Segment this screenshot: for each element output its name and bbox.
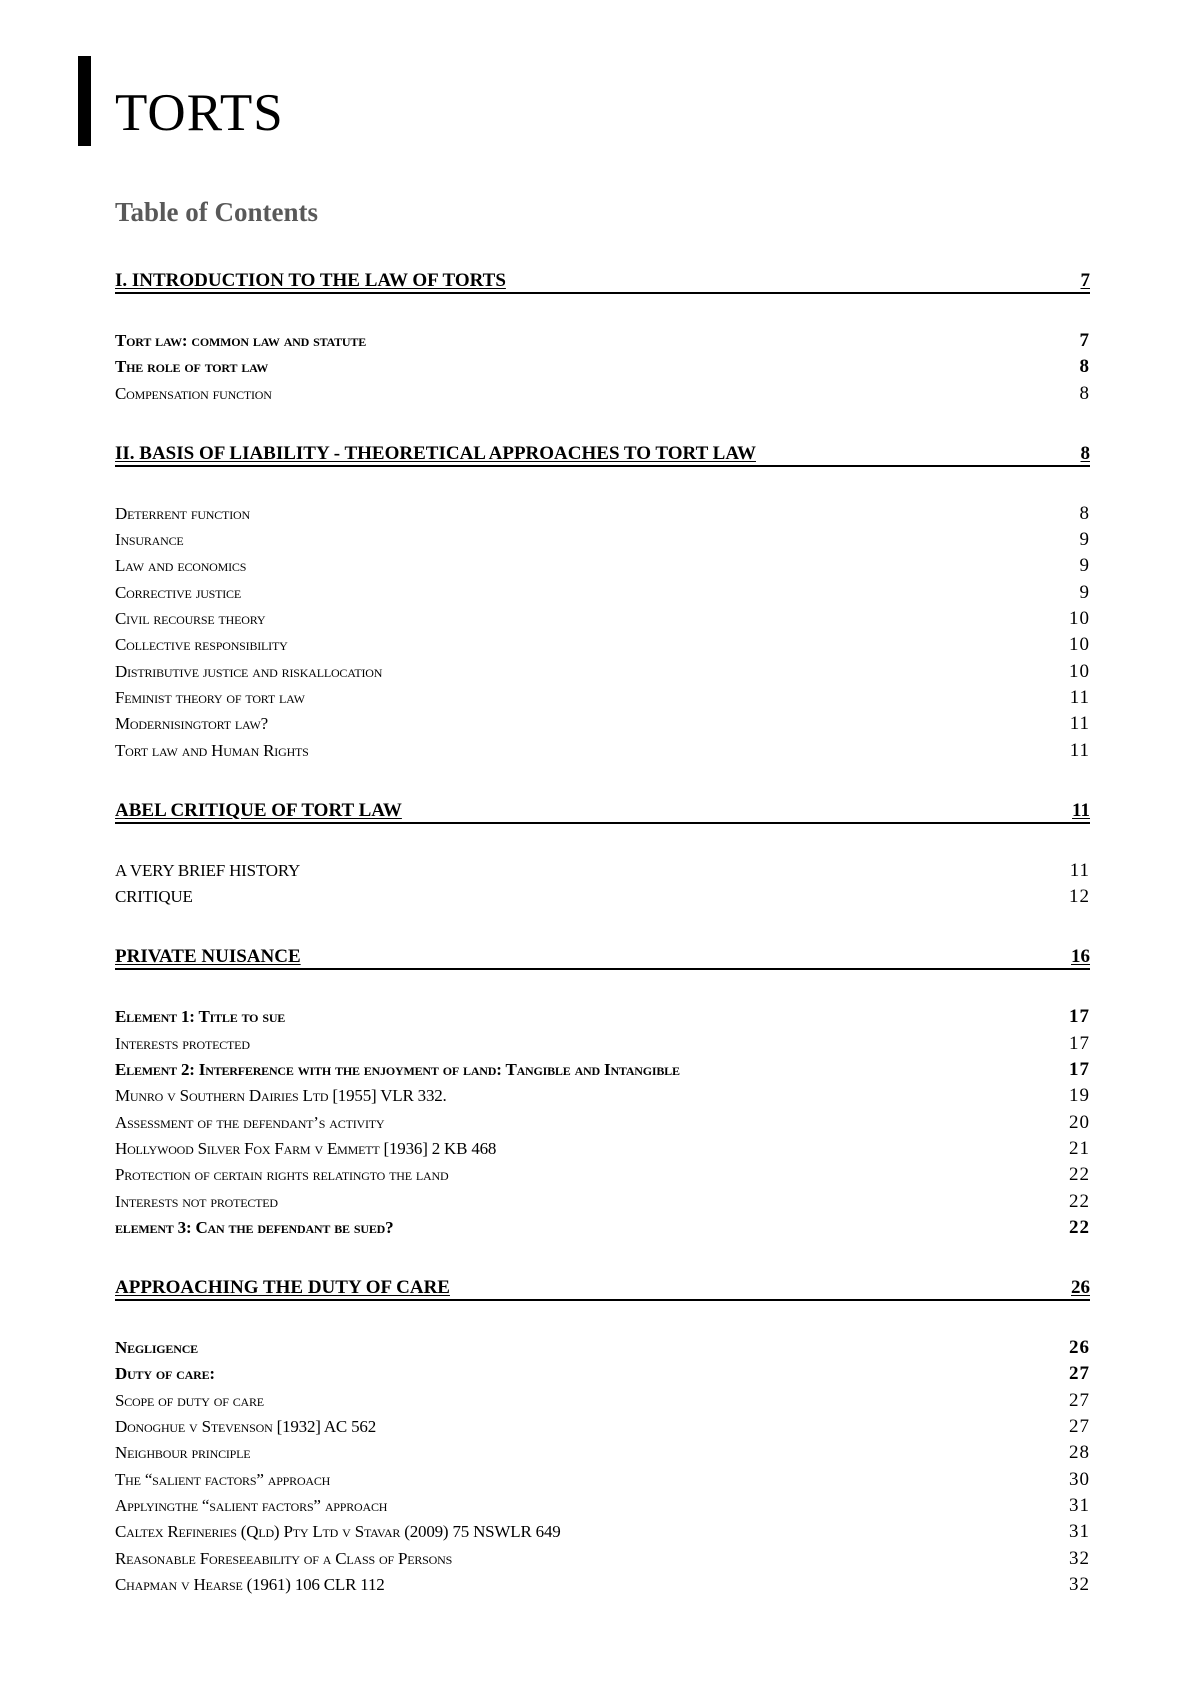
toc-section-page-number: 26 (1071, 1277, 1090, 1299)
toc-entry-label: Munro v Southern Dairies Ltd [1955] VLR 332. (115, 1086, 447, 1106)
toc-entry-link[interactable] (115, 1136, 1090, 1162)
toc-entry-link[interactable] (115, 1083, 1090, 1109)
toc-entry-link[interactable] (115, 1493, 1090, 1519)
toc-entry-label: element 3: Can the defendant be sued? (115, 1217, 394, 1237)
toc-entry-page-number: 32 (1069, 1547, 1090, 1569)
toc-entry-page-number: 12 (1069, 886, 1090, 908)
toc-entry-link[interactable] (115, 527, 1090, 553)
toc-entry-label: Tort law and Human Rights (115, 740, 309, 760)
toc-section-title: ABEL CRITIQUE OF TORT LAW (115, 799, 402, 821)
toc-entry-link[interactable] (115, 738, 1090, 764)
toc-entry-link[interactable] (115, 1414, 1090, 1440)
title-accent-bar (78, 56, 91, 146)
toc-entry-label: Scope of duty of care (115, 1390, 264, 1410)
toc-entry-page-number: 8 (1079, 502, 1090, 524)
toc-section-title: II. BASIS OF LIABILITY - THEORETICAL APPROACHES TO TORT LAW (115, 442, 756, 464)
toc-entry-label: Compensation function (115, 383, 272, 403)
toc-entry-label: Reasonable Foreseeability of a Class of Persons (115, 1548, 453, 1568)
toc-section-page-number: 7 (1080, 270, 1090, 291)
toc-entry-label: Applyingthe “salient factors” approach (115, 1495, 388, 1515)
toc-entry-page-number: 27 (1069, 1416, 1090, 1438)
toc-entry-label: Negligence (115, 1338, 198, 1358)
toc-section (115, 441, 1090, 764)
toc-entry-link[interactable] (115, 1361, 1090, 1387)
toc-entry-link[interactable] (115, 1004, 1090, 1030)
toc-entry-label: Modernisingtort law? (115, 714, 268, 734)
toc-entry-label: Corrective justice (115, 582, 241, 602)
toc-entry-page-number: 7 (1079, 330, 1090, 351)
toc-entry-label: Duty of care: (115, 1364, 215, 1384)
toc-entry-page-number: 10 (1069, 660, 1090, 682)
toc-entry-page-number: 9 (1079, 529, 1090, 551)
toc-entry-label: A VERY BRIEF HISTORY (115, 860, 301, 880)
toc-entry-link[interactable] (115, 381, 1090, 407)
toc-entry-link[interactable] (115, 553, 1090, 579)
toc-entry-label: Chapman v Hearse (1961) 106 CLR 112 (115, 1574, 385, 1594)
toc-entry-label: Interests not protected (115, 1191, 278, 1211)
toc-entry-label: Distributive justice and riskallocation (115, 661, 383, 681)
toc-section-title: I. INTRODUCTION TO THE LAW OF TORTS (115, 270, 506, 291)
toc-entry-page-number: 30 (1069, 1468, 1090, 1490)
toc-entry-page-number: 10 (1069, 634, 1090, 656)
toc-entry-link[interactable] (115, 1440, 1090, 1466)
toc-entry-label: The role of tort law (115, 357, 269, 377)
toc-entry-page-number: 9 (1079, 555, 1090, 577)
toc-entry-label: Collective responsibility (115, 635, 288, 655)
toc-entry-page-number: 11 (1069, 739, 1090, 761)
toc-section-heading-link[interactable] (115, 798, 1090, 824)
toc-entry-label: Law and economics (115, 556, 247, 576)
toc-entry-link[interactable] (115, 1057, 1090, 1083)
toc-entry-page-number: 22 (1069, 1216, 1090, 1238)
table-of-contents (115, 268, 1090, 1632)
toc-entry-page-number: 26 (1069, 1337, 1090, 1359)
toc-entry-link[interactable] (115, 580, 1090, 606)
toc-entry-label: CRITIQUE (115, 887, 193, 907)
toc-entry-link[interactable] (115, 354, 1090, 380)
toc-entry-link[interactable] (115, 1519, 1090, 1545)
toc-entry-page-number: 8 (1079, 382, 1090, 404)
toc-entry-page-number: 8 (1079, 356, 1090, 378)
toc-entry-link[interactable] (115, 501, 1090, 527)
toc-entry-page-number: 10 (1069, 608, 1090, 630)
toc-entry-link[interactable] (115, 328, 1090, 354)
toc-entry-link[interactable] (115, 606, 1090, 632)
toc-entry-label: Civil recourse theory (115, 609, 266, 629)
toc-entry-link[interactable] (115, 685, 1090, 711)
toc-entry-page-number: 11 (1069, 859, 1090, 881)
toc-entry-page-number: 17 (1069, 1006, 1090, 1028)
toc-entry-page-number: 11 (1069, 713, 1090, 735)
toc-entry-link[interactable] (115, 632, 1090, 658)
toc-entry-link[interactable] (115, 1215, 1090, 1241)
toc-entry-link[interactable] (115, 1388, 1090, 1414)
toc-entry-link[interactable] (115, 1110, 1090, 1136)
toc-entry-link[interactable] (115, 711, 1090, 737)
toc-entry-label: Element 2: Interference with the enjoyment of land: Tangible and Intangible (115, 1060, 680, 1080)
toc-entry-page-number: 28 (1069, 1442, 1090, 1464)
toc-entry-page-number: 27 (1069, 1363, 1090, 1385)
toc-section-heading-link[interactable] (115, 268, 1090, 294)
toc-entry-label: Deterrent function (115, 503, 250, 523)
toc-entry-link[interactable] (115, 1031, 1090, 1057)
toc-entry-page-number: 9 (1079, 581, 1090, 603)
toc-heading: Table of Contents (115, 197, 319, 227)
toc-entry-page-number: 21 (1069, 1137, 1090, 1159)
toc-section (115, 944, 1090, 1241)
toc-section (115, 268, 1090, 407)
toc-section (115, 798, 1090, 911)
toc-entry-label: Element 1: Title to sue (115, 1007, 286, 1027)
toc-entry-label: Neighbour principle (115, 1443, 251, 1463)
toc-entry-link[interactable] (115, 659, 1090, 685)
toc-section-page-number: 16 (1071, 946, 1090, 968)
document-title: TORTS (115, 84, 284, 142)
toc-entry-page-number: 31 (1069, 1494, 1090, 1516)
toc-section-page-number: 8 (1080, 442, 1090, 464)
toc-entry-label: Interests protected (115, 1033, 250, 1053)
toc-entry-link[interactable] (115, 1546, 1090, 1572)
toc-entry-label: Feminist theory of tort law (115, 687, 305, 707)
toc-entry-link[interactable] (115, 1467, 1090, 1493)
toc-entry-label: Protection of certain rights relatingto the land (115, 1165, 449, 1185)
toc-entry-link[interactable] (115, 1189, 1090, 1215)
toc-entry-label: The “salient factors” approach (115, 1469, 331, 1489)
toc-section-title: APPROACHING THE DUTY OF CARE (115, 1277, 450, 1299)
toc-entry-page-number: 22 (1069, 1164, 1090, 1186)
toc-section-heading-link[interactable] (115, 944, 1090, 970)
toc-entry-page-number: 20 (1069, 1111, 1090, 1133)
toc-entry-link[interactable] (115, 884, 1090, 910)
toc-entry-page-number: 31 (1069, 1521, 1090, 1543)
toc-section-heading-link[interactable] (115, 1275, 1090, 1301)
toc-entry-label: Insurance (115, 530, 184, 550)
toc-entry-link[interactable] (115, 1335, 1090, 1361)
toc-entry-label: Assessment of the defendant’s activity (115, 1112, 385, 1132)
toc-section-heading-link[interactable] (115, 441, 1090, 467)
toc-entry-label: Tort law: common law and statute (115, 331, 367, 350)
toc-entry-page-number: 17 (1069, 1032, 1090, 1054)
toc-entry-page-number: 32 (1069, 1573, 1090, 1595)
toc-entry-link[interactable] (115, 1572, 1090, 1598)
toc-entry-page-number: 22 (1069, 1190, 1090, 1212)
toc-entry-page-number: 11 (1069, 686, 1090, 708)
toc-entry-page-number: 19 (1069, 1085, 1090, 1107)
toc-entry-link[interactable] (115, 1162, 1090, 1188)
toc-entry-page-number: 27 (1069, 1389, 1090, 1411)
toc-entry-link[interactable] (115, 858, 1090, 884)
toc-entry-label: Donoghue v Stevenson [1932] AC 562 (115, 1417, 377, 1437)
toc-section-page-number: 11 (1072, 799, 1090, 821)
toc-entry-label: Hollywood Silver Fox Farm v Emmett [1936] 2 KB 468 (115, 1138, 497, 1158)
toc-entry-page-number: 17 (1069, 1059, 1090, 1081)
toc-section-title: PRIVATE NUISANCE (115, 946, 301, 968)
toc-section (115, 1275, 1090, 1598)
toc-entry-label: Caltex Refineries (Qld) Pty Ltd v Stavar (2009) 75 NSWLR 649 (115, 1522, 561, 1542)
